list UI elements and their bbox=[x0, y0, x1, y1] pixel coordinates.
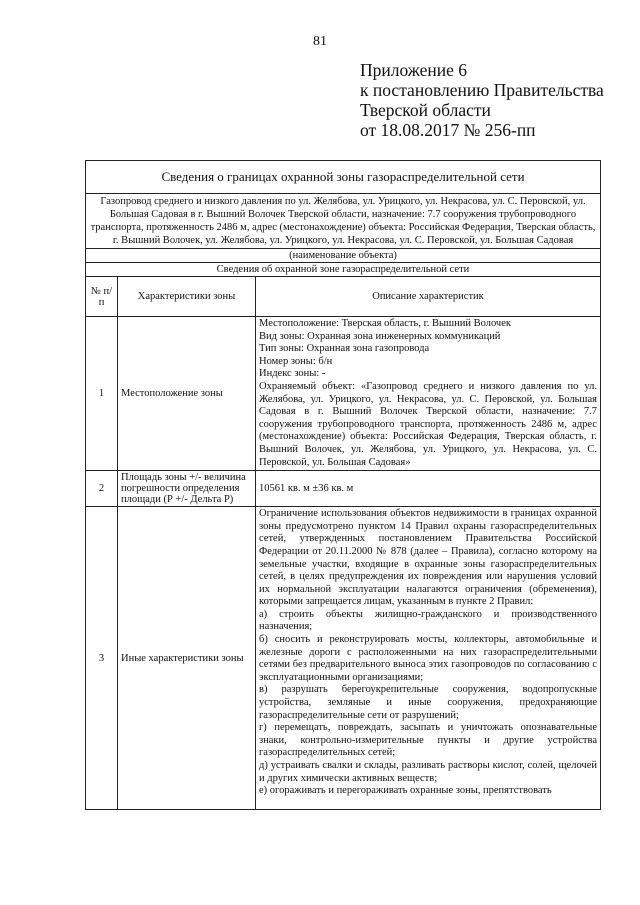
row-characteristic: Площадь зоны +/- величина погрешности определения площади (Р +/- Дельта Р) bbox=[118, 471, 256, 507]
description-line: Ограничение использования объектов недвижимости в границах охранной зоны предусмотрено пунктом 14 Правил охраны газораспределительных сетей, утвержденных постановлением Правительства Российской Федерации от 20.11.2000 № 878 (далее – Правила), согласно которому на земельные участки, входящие в охранные зоны газораспределительных сетей, в целях предупреждения их повреждения или нарушения условий их нормальной эксплуатации налагаются ограничения (обременения), которыми запрещается лицам, указанным в пункте 2 Правил: bbox=[259, 508, 597, 608]
row-description bbox=[256, 317, 601, 471]
table-title: Сведения о границах охранной зоны газораспределительной сети bbox=[86, 161, 601, 194]
description-line: Тип зоны: Охранная зона газопровода bbox=[259, 343, 430, 355]
description-line: в) разрушать берегоукрепительные сооружения, водопропускные устройства, земляные и иные сооружения, предохраняющие газораспределительные сети от разрушений; bbox=[259, 684, 597, 721]
appendix-line-4: от 18.08.2017 № 256-пп bbox=[360, 120, 536, 140]
table-row bbox=[86, 471, 601, 507]
description-line: Номер зоны: б/н bbox=[259, 355, 333, 367]
appendix-line-2: к постановлению Правительства bbox=[360, 80, 604, 100]
description-line: Охраняемый объект: «Газопровод среднего и низкого давления по ул. Желябова, ул. Урицкого, ул. Некрасова, ул. С. Перовской, ул. Большая Садовая в г. Вышний Волочек Тверской области, назначение: 7.7 сооружения трубопроводного транспорта, протяженность 2486 м, адрес (местонахождение) объекта: Российская Федерация, Тверская область, г. Вышний Волочек, ул. Желябова, ул. Урицкого, ул. Некрасова, ул. С. Перовской, ул. Большая Садовая» bbox=[259, 380, 597, 468]
header-characteristic: Характеристики зоны bbox=[118, 277, 256, 317]
appendix-line-1: Приложение 6 bbox=[360, 60, 468, 80]
header-description: Описание характеристик bbox=[256, 277, 601, 317]
object-name: Газопровод среднего и низкого давления по ул. Желябова, ул. Урицкого, ул. Некрасова, ул. С. Перовской, ул. Большая Садовая в г. Вышний Волочек Тверской области, назначение: 7.7 сооружения трубопроводного транспорта, протяженность 2486 м, адрес (местонахождение) объекта: Российская Федерация, Тверская область, г. Вышний Волочек, ул. Желябова, ул. Урицкого, ул. Некрасова, ул. С. Перовской, ул. Большая Садовая bbox=[86, 194, 601, 249]
table-row bbox=[86, 507, 601, 810]
description-line: Вид зоны: Охранная зона инженерных коммуникаций bbox=[259, 330, 501, 342]
table-header-row bbox=[86, 277, 601, 317]
description-line: г) перемещать, повреждать, засыпать и уничтожать опознавательные знаки, контрольно-измерительные пункты и другие устройства газораспределительных сетей; bbox=[259, 722, 597, 759]
page-number: 81 bbox=[313, 34, 327, 49]
row-description: 10561 кв. м ±36 кв. м bbox=[256, 471, 601, 507]
description-line: е) огораживать и перегораживать охранные зоны, препятствовать bbox=[259, 785, 552, 797]
description-line: Индекс зоны: - bbox=[259, 368, 326, 380]
row-number: 1 bbox=[86, 317, 118, 471]
appendix-header bbox=[360, 60, 604, 140]
row-characteristic: Местоположение зоны bbox=[118, 317, 256, 471]
section-caption: Сведения об охранной зоне газораспределительной сети bbox=[86, 263, 601, 277]
row-description bbox=[256, 507, 601, 810]
description-line: а) строить объекты жилищно-гражданского и производственного назначения; bbox=[259, 608, 597, 633]
header-num: № п/п bbox=[86, 277, 118, 317]
description-line: д) устраивать свалки и склады, разливать растворы кислот, солей, щелочей и других химически активных веществ; bbox=[259, 760, 597, 784]
description-line: Местоположение: Тверская область, г. Вышний Волочек bbox=[259, 318, 511, 329]
table-row bbox=[86, 317, 601, 471]
row-number: 3 bbox=[86, 507, 118, 810]
row-characteristic: Иные характеристики зоны bbox=[118, 507, 256, 810]
description-line: б) сносить и реконструировать мосты, коллекторы, автомобильные и железные дороги с расположенными на них газораспределительными сетями без предварительного выноса этих газопроводов по согласованию с эксплуатационными организациями; bbox=[259, 634, 597, 683]
row-number: 2 bbox=[86, 471, 118, 507]
zone-info-table bbox=[85, 160, 601, 810]
appendix-line-3: Тверской области bbox=[360, 100, 491, 120]
object-caption: (наименование объекта) bbox=[86, 249, 601, 263]
